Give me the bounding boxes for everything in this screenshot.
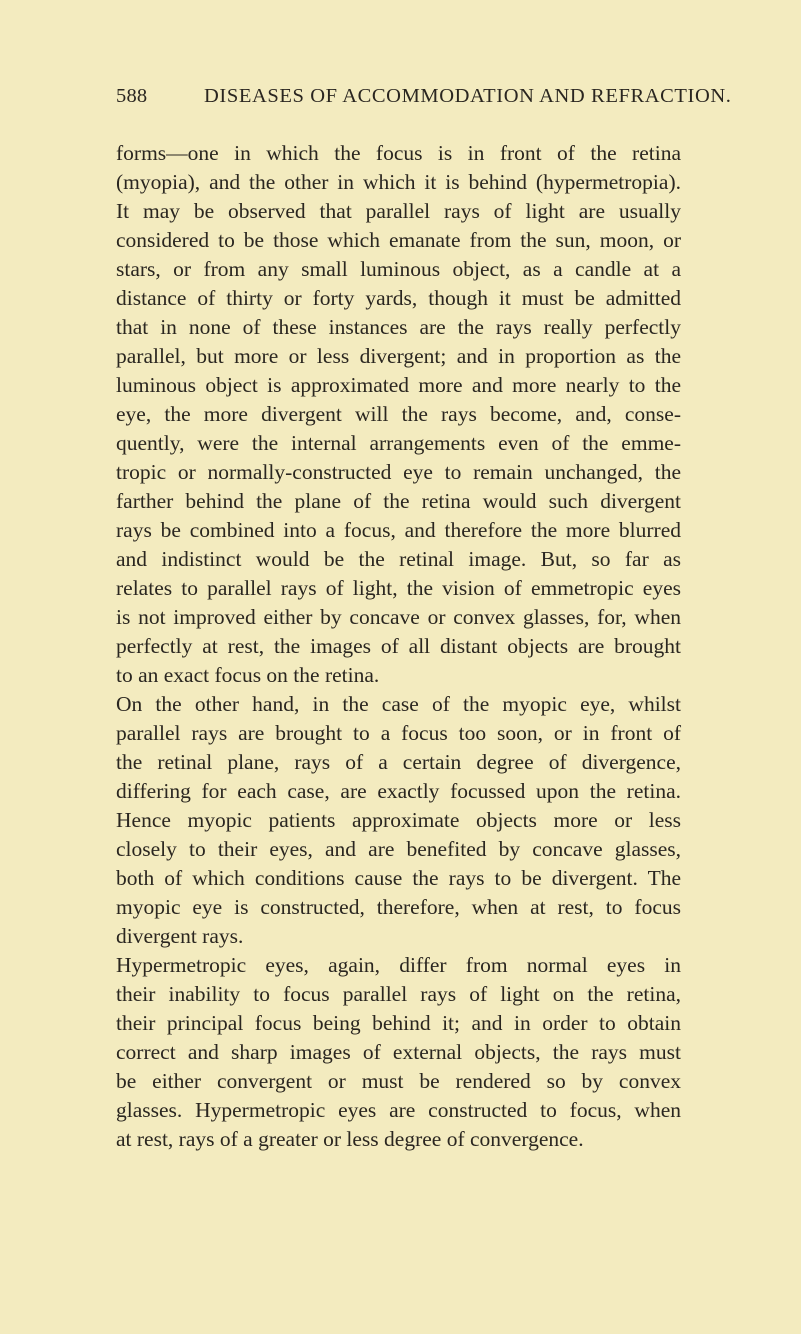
- text-line: both of which conditions cause the rays to be divergent. The: [116, 866, 681, 890]
- text-line: closely to their eyes, and are benefited by concave glasses,: [116, 837, 681, 861]
- text-line: quently, were the internal arrangements even of the emme-: [116, 431, 681, 455]
- text-line: (myopia), and the other in which it is behind (hypermetropia).: [116, 170, 681, 194]
- text-line: and indistinct would be the retinal image. But, so far as: [116, 547, 681, 571]
- text-line: Hypermetropic eyes, again, differ from normal eyes in: [116, 953, 681, 977]
- text-line: luminous object is approximated more and more nearly to the: [116, 373, 681, 397]
- text-line: rays be combined into a focus, and therefore the more blurred: [116, 518, 681, 542]
- text-line: considered to be those which emanate from the sun, moon, or: [116, 228, 681, 252]
- text-line: relates to parallel rays of light, the vision of emmetropic eyes: [116, 576, 681, 600]
- text-line: be either convergent or must be rendered so by convex: [116, 1069, 681, 1093]
- text-line: perfectly at rest, the images of all distant objects are brought: [116, 634, 681, 658]
- page-header: [116, 85, 732, 115]
- text-line: eye, the more divergent will the rays become, and, conse-: [116, 402, 681, 426]
- text-line: parallel, but more or less divergent; and in proportion as the: [116, 344, 681, 368]
- text-line: at rest, rays of a greater or less degree of convergence.: [116, 1127, 584, 1151]
- text-line: It may be observed that parallel rays of light are usually: [116, 199, 681, 223]
- text-line: correct and sharp images of external objects, the rays must: [116, 1040, 681, 1064]
- text-line: parallel rays are brought to a focus too soon, or in front of: [116, 721, 681, 745]
- text-line: the retinal plane, rays of a certain degree of divergence,: [116, 750, 681, 774]
- text-line: Hence myopic patients approximate objects more or less: [116, 808, 681, 832]
- text-line: stars, or from any small luminous object, as a candle at a: [116, 257, 681, 281]
- text-line: that in none of these instances are the rays really perfectly: [116, 315, 681, 339]
- text-line: to an exact focus on the retina.: [116, 663, 380, 687]
- text-line: farther behind the plane of the retina would such divergent: [116, 489, 681, 513]
- text-line: their inability to focus parallel rays of light on the retina,: [116, 982, 681, 1006]
- text-line: divergent rays.: [116, 924, 244, 948]
- text-line: their principal focus being behind it; and in order to obtain: [116, 1011, 681, 1035]
- text-line: forms—one in which the focus is in front of the retina: [116, 141, 681, 165]
- text-line: distance of thirty or forty yards, though it must be admitted: [116, 286, 681, 310]
- text-line: tropic or normally-constructed eye to remain unchanged, the: [116, 460, 681, 484]
- running-head: DISEASES OF ACCOMMODATION AND REFRACTION.: [204, 85, 732, 107]
- text-line: differing for each case, are exactly focussed upon the retina.: [116, 779, 681, 803]
- text-line: On the other hand, in the case of the myopic eye, whilst: [116, 692, 681, 716]
- page-number: 588: [116, 85, 148, 107]
- text-line: myopic eye is constructed, therefore, when at rest, to focus: [116, 895, 681, 919]
- text-line: glasses. Hypermetropic eyes are constructed to focus, when: [116, 1098, 681, 1122]
- text-line: is not improved either by concave or convex glasses, for, when: [116, 605, 681, 629]
